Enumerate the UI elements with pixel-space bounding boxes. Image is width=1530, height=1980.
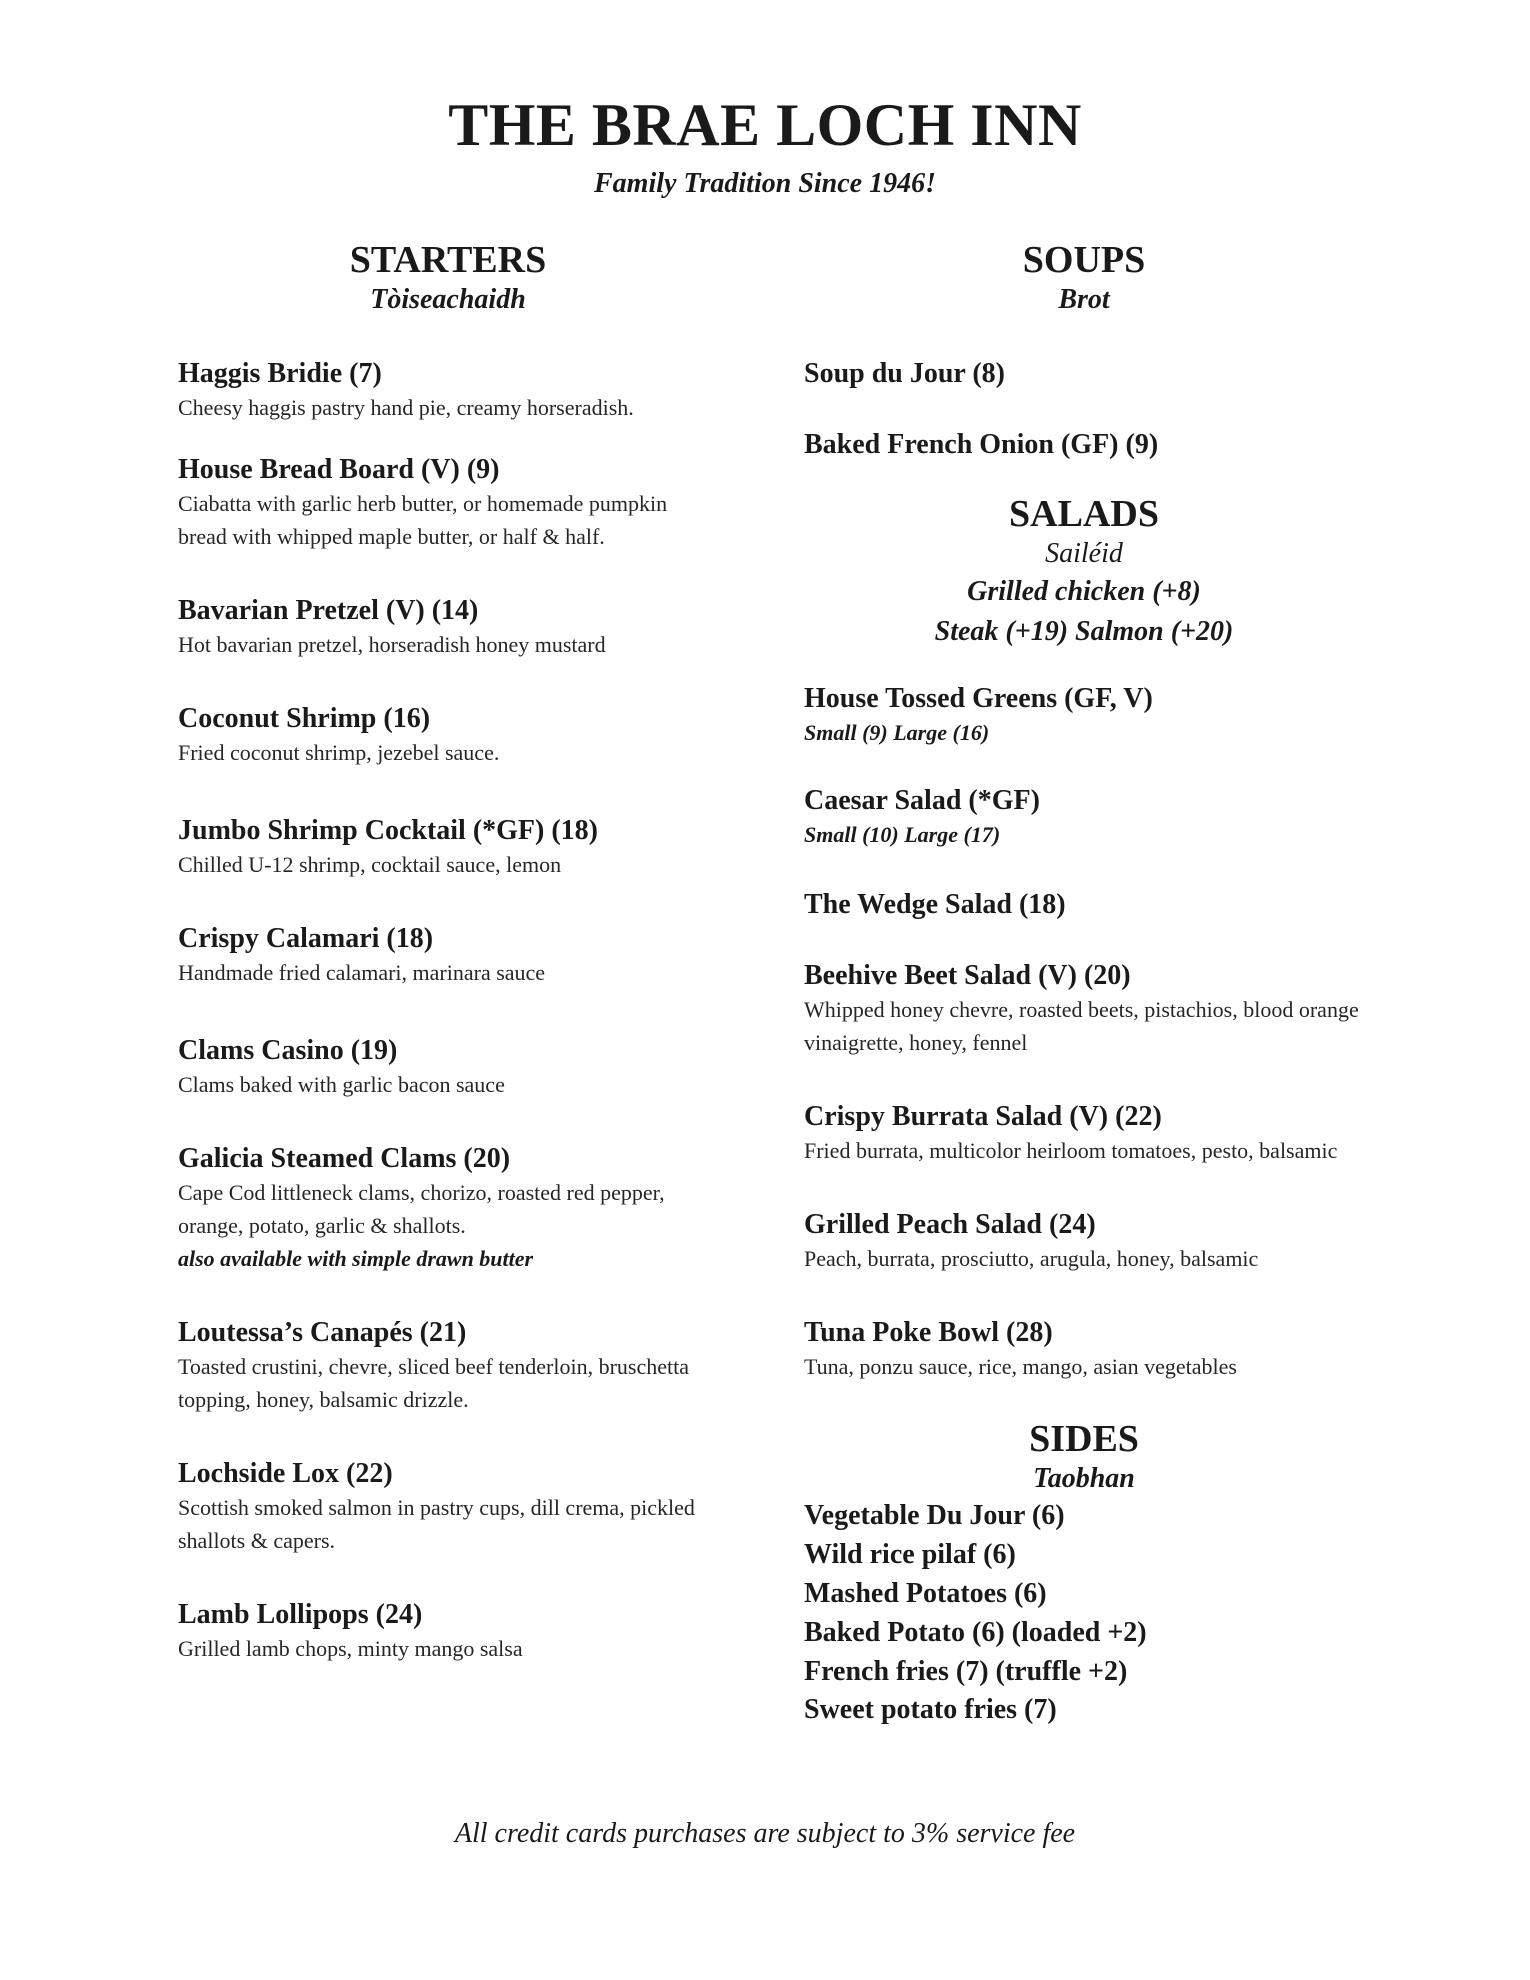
menu-item — [178, 593, 718, 661]
salads-subheading: Sailéid — [1045, 537, 1123, 569]
item-name: Caesar Salad (*GF) — [804, 784, 1040, 816]
item-description: Grilled lamb chops, minty mango salsa — [178, 1636, 523, 1662]
menu-item — [178, 1597, 718, 1665]
item-description: Chilled U-12 shrimp, cocktail sauce, lemon — [178, 852, 562, 878]
menu-item — [804, 1207, 1364, 1275]
menu-item — [178, 1315, 718, 1416]
item-name: The Wedge Salad (18) — [804, 888, 1066, 920]
item-description: Fried burrata, multicolor heirloom tomatoes, pesto, balsamic — [804, 1137, 1338, 1163]
item-name: Baked French Onion (GF) (9) — [804, 429, 1159, 461]
item-description: Peach, burrata, prosciutto, arugula, honey, balsamic — [804, 1245, 1259, 1271]
menu-item — [178, 1033, 718, 1101]
soups-heading: SOUPS — [1022, 239, 1146, 281]
menu-item — [804, 783, 1364, 851]
menu-item — [178, 452, 718, 553]
item-description: Hot bavarian pretzel, horseradish honey mustard — [178, 632, 606, 658]
menu-item — [178, 1456, 718, 1557]
menu-item — [804, 887, 1364, 922]
menu-item — [178, 921, 718, 989]
sides-section — [804, 1419, 1364, 1731]
menu-item — [178, 1141, 718, 1275]
menu-item — [804, 1315, 1364, 1383]
salads-addons-line: Grilled chicken (+8) — [967, 576, 1201, 608]
item-name: Bavarian Pretzel (V) (14) — [178, 595, 479, 627]
side-item: Wild rice pilaf (6) — [804, 1538, 1016, 1570]
sides-heading: SIDES — [1029, 1417, 1139, 1460]
item-sizes: Small (10) Large (17) — [804, 821, 1001, 847]
item-description: Ciabatta with garlic herb butter, or homemade pumpkin bread with whipped maple butter, or half & half. — [178, 491, 668, 550]
starters-section — [178, 240, 718, 1665]
item-name: Loutessa’s Canapés (21) — [178, 1317, 467, 1349]
side-item: Baked Potato (6) (loaded +2) — [804, 1616, 1147, 1648]
item-sizes: Small (9) Large (16) — [804, 719, 990, 745]
item-name: Lamb Lollipops (24) — [178, 1599, 423, 1631]
item-description: Cape Cod littleneck clams, chorizo, roasted red pepper, orange, potato, garlic & shallots. — [178, 1180, 665, 1239]
starters-heading: STARTERS — [349, 239, 547, 281]
item-note: also available with simple drawn butter — [178, 1246, 534, 1272]
service-fee-note: All credit cards purchases are subject to 3% service fee — [454, 1818, 1076, 1849]
item-name: Crispy Burrata Salad (V) (22) — [804, 1100, 1162, 1132]
right-column — [804, 240, 1364, 1730]
menu-item — [804, 958, 1364, 1059]
item-description: Scottish smoked salmon in pastry cups, dill crema, pickled shallots & capers. — [178, 1495, 695, 1554]
soups-section — [804, 240, 1364, 462]
item-description: Handmade fried calamari, marinara sauce — [178, 960, 546, 986]
item-name: Tuna Poke Bowl (28) — [804, 1316, 1053, 1348]
starters-subheading: Tòiseachaidh — [370, 283, 526, 315]
item-description: Clams baked with garlic bacon sauce — [178, 1072, 505, 1098]
side-item: Vegetable Du Jour (6) — [804, 1499, 1065, 1531]
item-description: Tuna, ponzu sauce, rice, mango, asian vegetables — [804, 1353, 1237, 1379]
item-name: Haggis Bridie (7) — [178, 358, 382, 390]
menu-item — [804, 681, 1364, 749]
side-item: French fries (7) (truffle +2) — [804, 1655, 1128, 1687]
item-name: Soup du Jour (8) — [804, 358, 1006, 390]
item-name: Clams Casino (19) — [178, 1035, 398, 1067]
menu-item — [804, 1099, 1364, 1167]
item-description: Whipped honey chevre, roasted beets, pistachios, blood orange vinaigrette, honey, fennel — [804, 996, 1359, 1055]
item-name: House Tossed Greens (GF, V) — [804, 682, 1153, 714]
restaurant-title: THE BRAE LOCH INN — [448, 92, 1082, 158]
item-name: Lochside Lox (22) — [178, 1458, 393, 1490]
sides-subheading: Taobhan — [1033, 1462, 1135, 1494]
item-name: Grilled Peach Salad (24) — [804, 1208, 1096, 1240]
item-description: Toasted crustini, chevre, sliced beef tenderloin, bruschetta topping, honey, balsamic drizzle. — [178, 1354, 689, 1413]
item-name: Galicia Steamed Clams (20) — [178, 1143, 511, 1175]
item-name: Coconut Shrimp (16) — [178, 703, 431, 735]
item-name: Jumbo Shrimp Cocktail (*GF) (18) — [178, 815, 598, 847]
side-item: Mashed Potatoes (6) — [804, 1577, 1047, 1609]
item-description: Fried coconut shrimp, jezebel sauce. — [178, 740, 500, 766]
menu-item — [178, 356, 718, 424]
item-name: Beehive Beet Salad (V) (20) — [804, 959, 1131, 991]
menu-item — [178, 701, 718, 769]
salads-section — [804, 494, 1364, 1383]
item-description: Cheesy haggis pastry hand pie, creamy horseradish. — [178, 395, 634, 421]
tagline: Family Tradition Since 1946! — [594, 168, 936, 199]
salads-addons-line: Steak (+19) Salmon (+20) — [934, 615, 1234, 647]
salads-heading: SALADS — [1009, 493, 1159, 536]
side-item: Sweet potato fries (7) — [804, 1694, 1057, 1726]
item-name: Crispy Calamari (18) — [178, 923, 434, 955]
menu-item — [178, 813, 718, 881]
item-name: House Bread Board (V) (9) — [178, 454, 500, 486]
soups-subheading: Brot — [1058, 283, 1110, 315]
